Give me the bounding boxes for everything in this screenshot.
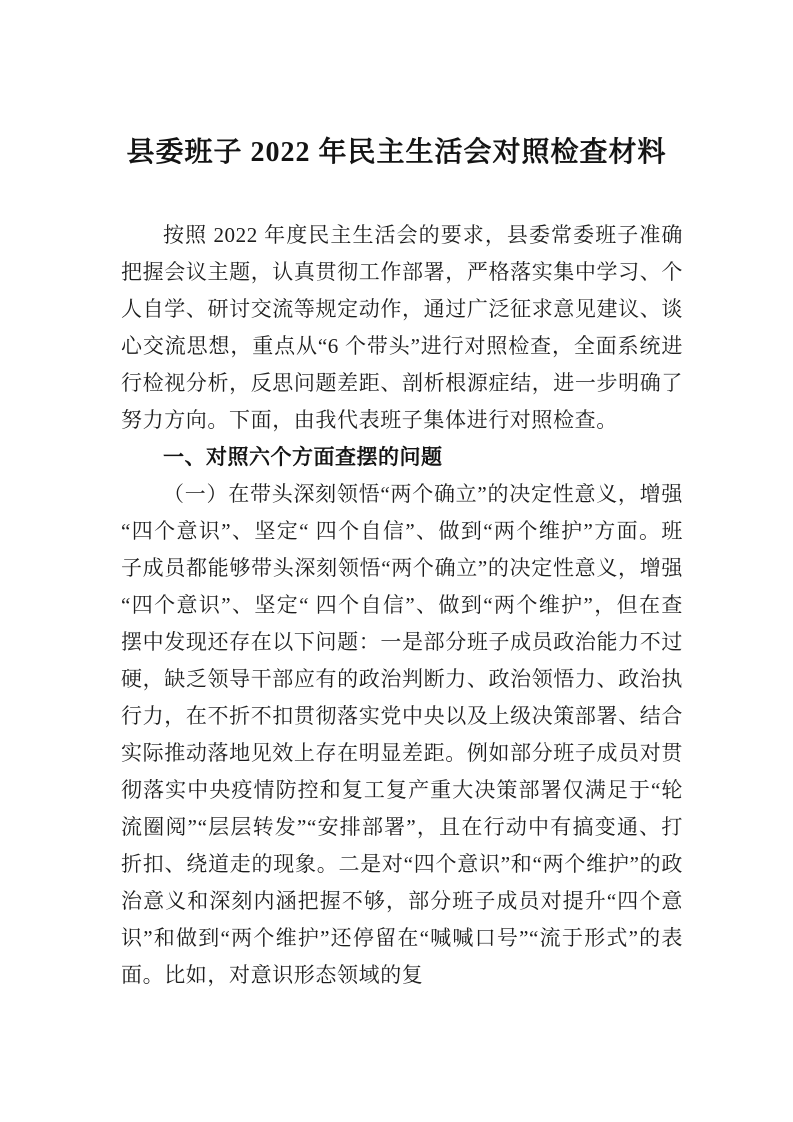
section-1-paragraph: （一）在带头深刻领悟“两个确立”的决定性意义，增强“四个意识”、坚定“ 四个自信”、做到“两个维护”方面。班子成员都能够带头深刻领悟“两个确立”的决定性意义，增强“四个意识”、坚定“ 四个自信”、做到“两个维护”，但在查摆中发现还存在以下问题：一是部分班子成员政治能力不过硬，缺乏领导干部应有的政治判断力、政治领悟力、政治执行力，在不折不扣贯彻落实党中央以及上级决策部署、结合实际推动落地见效上存在明显差距。例如部分班子成员对贯彻落实中央疫情防控和复工复产重大决策部署仅满足于“轮流圈阅”“层层转发”“安排部署”，且在行动中有搞变通、打折扣、绕道走的现象。二是对“四个意识”和“两个维护”的政治意义和深刻内涵把握不够，部分班子成员对提升“四个意识”和做到“两个维护”还停留在“喊喊口号”“流于形式”的表面。比如，对意识形态领域的复 (121, 482, 683, 987)
document-body (121, 217, 683, 994)
document-title: 县委班子 2022 年民主生活会对照检查材料 (126, 137, 667, 168)
intro-paragraph: 按照 2022 年度民主生活会的要求，县委常委班子准确把握会议主题，认真贯彻工作部署，严格落实集中学习、个人自学、研讨交流等规定动作，通过广泛征求意见建议、谈心交流思想，重点从“6 个带头”进行对照检查，全面系统进行检视分析，反思问题差距、剖析根源症结，进一步明确了努力方向。下面，由我代表班子集体进行对照检查。 (121, 223, 683, 432)
section-1-heading: 一、对照六个方面查摆的问题 (163, 446, 443, 469)
